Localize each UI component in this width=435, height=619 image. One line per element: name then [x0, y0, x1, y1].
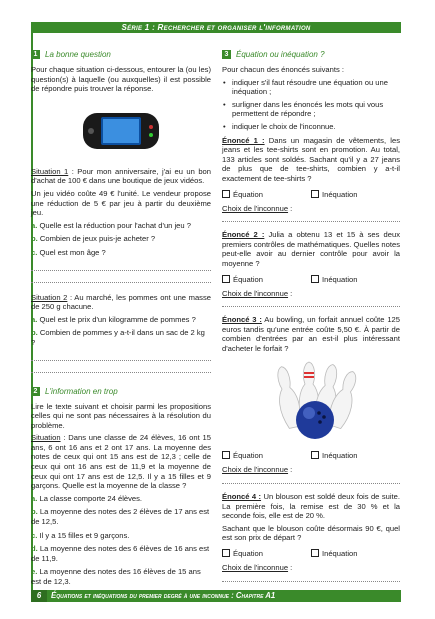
option-label: Équation [233, 549, 263, 559]
enonce-3-choix: Choix de l'inconnue : [222, 465, 293, 475]
instruction-item: • indiquer s'il faut résoudre une équation ou une inéquation ; [230, 78, 400, 97]
series-header: Série 1 : Rechercher et organiser l'information [31, 22, 401, 33]
situation-1-text [31, 167, 211, 186]
s2-item-b [31, 507, 211, 526]
q-text: Quelle est la réduction pour l'achat d'un jeu ? [39, 220, 191, 230]
enonce-label: Énoncé 2 : [222, 230, 265, 240]
answer-line[interactable] [31, 274, 211, 283]
option-equation[interactable] [222, 549, 311, 558]
section-3-badge: 3 [222, 50, 231, 59]
enonce-1-choix: Choix de l'inconnue : [222, 203, 293, 213]
enonce-4 [222, 492, 400, 521]
answer-line[interactable] [222, 298, 400, 307]
enonce-label: Énoncé 3 : [222, 315, 262, 325]
enonce-3 [222, 315, 400, 353]
game-console-image [31, 100, 211, 160]
instruction-item: • indiquer le choix de l'inconnue. [230, 122, 400, 132]
answer-line[interactable] [31, 364, 211, 373]
situation-2-text [31, 293, 211, 312]
s2-question-b [31, 328, 211, 347]
enonce-3-options [222, 451, 400, 460]
bowling-icon [263, 358, 359, 444]
s1-question-a [31, 221, 211, 231]
option-inequation[interactable] [311, 549, 400, 558]
right-column [222, 50, 400, 585]
section-3-intro: Pour chacun des énoncés suivants : [222, 65, 344, 74]
q-letter: a. [31, 314, 38, 324]
option-inequation[interactable] [311, 275, 400, 284]
enonce-2 [222, 230, 400, 268]
section-2-title [31, 387, 211, 396]
section-3-heading: Équation ou inéquation ? [236, 50, 325, 59]
checkbox-icon[interactable] [222, 190, 230, 198]
section-1-title [31, 50, 211, 59]
left-column [31, 50, 211, 591]
enonce-label: Énoncé 1 : [222, 135, 265, 145]
s1-question-b [31, 234, 211, 244]
game-console-icon [81, 105, 161, 155]
item-letter: d. [31, 544, 38, 554]
checkbox-icon[interactable] [311, 275, 319, 283]
instructions-list [222, 78, 400, 132]
enonce-text: Julia a obtenu 13 et 15 à ses deux premiers contrôles de mathématiques. Quelles notes peut-elle avoir au dernier contrôle pour avoir la moyenne ? [222, 230, 400, 268]
situation-1-body: : Pour mon anniversaire, j'ai eu un bon d'achat de 100 € dans une boutique de jeux vidéos. [31, 166, 211, 186]
enonce-text: Au bowling, un forfait annuel coûte 125 euros tandis qu'une entrée coûte 5,50 €. À partir de combien d'entrées par an est-il plus intéressant d'acheter le forfait ? [222, 315, 400, 353]
q-text: Quel est le prix d'un kilogramme de pommes ? [39, 314, 196, 324]
option-equation[interactable] [222, 275, 311, 284]
q-letter: b. [31, 328, 38, 338]
option-equation[interactable] [222, 451, 311, 460]
enonce-1-options [222, 190, 400, 199]
chapter-footer [31, 590, 401, 602]
situation-2-body: : Au marché, les pommes ont une masse de 250 g chacune. [31, 292, 211, 312]
option-label: Inéquation [322, 451, 358, 461]
item-text: Il y a 15 filles et 9 garçons. [39, 530, 130, 540]
enonce-4-choix: Choix de l'inconnue : [222, 563, 293, 573]
q-text: Combien de pommes y a-t-il dans un sac de 2 kg ? [31, 328, 205, 347]
section-2-badge: 2 [31, 387, 40, 396]
enonce-2-options [222, 275, 400, 284]
chapter-title: Équations et inéquations du premier degré à une inconnue : Chapitre A1 [51, 591, 276, 600]
situation-body: : Dans une classe de 24 élèves, 16 ont 15 ans, 6 ont 16 ans et 2 ont 17 ans. La moyenne des notes de ceux qui ont 15 ans est de 12,3 ; celle de ceux qui ont 16 ans est de 11,9 et la moyenne de ceux qui ont 17 ans est de 12,5. Il y a 15 filles et 9 garçons. Quelle est la moyenne de la classe ? [31, 433, 211, 491]
choix-label: Choix de l'inconnue [222, 288, 289, 298]
q-letter: c. [31, 247, 38, 257]
checkbox-icon[interactable] [222, 451, 230, 459]
situation-1-label: Situation 1 [31, 166, 69, 176]
section-3-title [222, 50, 400, 59]
section-1-badge: 1 [31, 50, 40, 59]
choix-label: Choix de l'inconnue [222, 465, 289, 475]
option-inequation[interactable] [311, 190, 400, 199]
enonce-2-choix: Choix de l'inconnue : [222, 288, 293, 298]
s2-item-c [31, 531, 211, 541]
enonce-4-options [222, 549, 400, 558]
option-equation[interactable] [222, 190, 311, 199]
answer-line[interactable] [31, 262, 211, 271]
checkbox-icon[interactable] [311, 451, 319, 459]
s2-question-a [31, 315, 211, 325]
section-2-heading: L'information en trop [45, 386, 118, 396]
q-letter: b. [31, 234, 38, 244]
item-text: La moyenne des notes des 16 élèves de 15 ans est de 12,3. [31, 567, 201, 586]
option-label: Inéquation [322, 549, 358, 559]
section-1-heading: La bonne question [45, 50, 111, 59]
choix-label: Choix de l'inconnue [222, 563, 289, 573]
situation-label: Situation [31, 433, 61, 443]
bowling-image [222, 357, 400, 445]
s1-question-c [31, 248, 211, 258]
situation-1-text-2: Un jeu vidéo coûte 49 € l'unité. Le vendeur propose une réduction de 5 € par jeu à partir du deuxième jeu. [31, 188, 211, 218]
option-label: Équation [233, 451, 263, 461]
enonce-4-text-2: Sachant que le blouson coûte désormais 90 €, quel est son prix de départ ? [222, 523, 400, 543]
option-label: Équation [233, 189, 263, 199]
choix-label: Choix de l'inconnue [222, 203, 289, 213]
item-letter: b. [31, 507, 38, 517]
s2-item-e [31, 567, 211, 586]
section-2-situation [31, 433, 211, 491]
instruction-item: • surligner dans les énoncés les mots qui vous permettent de répondre ; [230, 100, 400, 119]
answer-line[interactable] [222, 573, 400, 582]
item-text: La moyenne des notes des 2 élèves de 17 ans est de 12,5. [31, 507, 210, 527]
item-letter: a. [31, 493, 38, 503]
situation-2-label: Situation 2 [31, 292, 68, 302]
answer-line[interactable] [222, 475, 400, 484]
option-label: Inéquation [322, 274, 358, 284]
option-label: Équation [233, 274, 263, 284]
checkbox-icon[interactable] [311, 549, 319, 557]
option-label: Inéquation [322, 189, 358, 199]
enonce-1 [222, 136, 400, 184]
s2-item-a [31, 494, 211, 504]
checkbox-icon[interactable] [311, 190, 319, 198]
answer-line[interactable] [31, 352, 211, 361]
q-letter: a. [31, 220, 38, 230]
q-text: Combien de jeux puis-je acheter ? [39, 234, 156, 244]
checkbox-icon[interactable] [222, 275, 230, 283]
item-text: La classe comporte 24 élèves. [39, 493, 143, 503]
q-text: Quel est mon âge ? [39, 247, 106, 257]
answer-line[interactable] [222, 213, 400, 222]
section-1-intro: Pour chaque situation ci-dessous, entourer la (ou les) question(s) à laquelle (ou auxquelles) il est possible de répondre puis trouver la réponse. [31, 65, 211, 94]
enonce-label: Énoncé 4 : [222, 492, 262, 502]
checkbox-icon[interactable] [222, 549, 230, 557]
item-letter: c. [31, 530, 38, 540]
enonce-text: Un blouson est soldé deux fois de suite. La première fois, la remise est de 30 % et la seconde fois, elle est de 20 %. [222, 492, 400, 521]
s2-item-d [31, 544, 211, 563]
option-inequation[interactable] [311, 451, 400, 460]
item-letter: e. [31, 567, 38, 577]
enonce-text: Dans un magasin de vêtements, les jeans et les tee-shirts sont en promotion. Au total, 133 articles sont soldés. Sachant qu'il y a 27 jeans de plus que de tee-shirts, combien y a-t-il exactement de tee-shirts ? [222, 135, 400, 183]
item-text: La moyenne des notes des 6 élèves de 16 ans est de 11,9. [31, 544, 210, 563]
section-2-intro: Lire le texte suivant et choisir parmi les propositions celles qui ne sont pas nécessaires à la résolution du problème. [31, 401, 211, 430]
page-number: 6 [31, 590, 47, 602]
